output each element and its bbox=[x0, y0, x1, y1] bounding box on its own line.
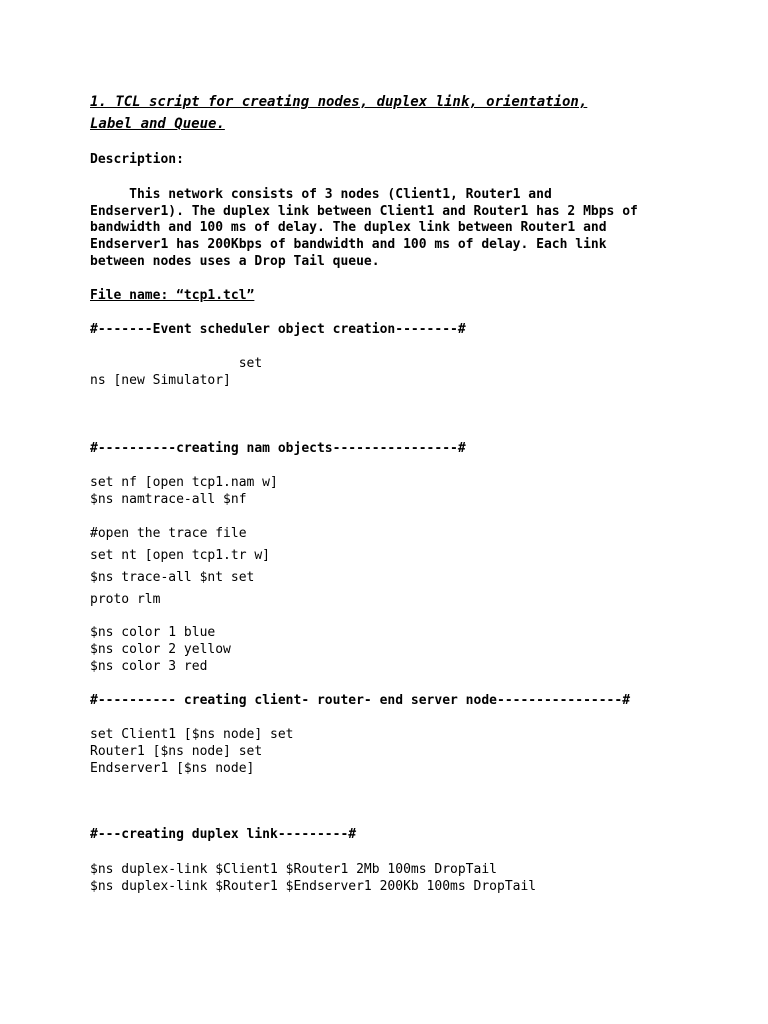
description-heading: Description: bbox=[90, 152, 184, 167]
description-line: bandwidth and 100 ms of delay. The duplex link between Router1 and bbox=[90, 220, 607, 235]
description-line: between nodes uses a Drop Tail queue. bbox=[90, 254, 380, 269]
nam-heading: #----------creating nam objects----------------# bbox=[90, 441, 466, 456]
title-line-1: 1. TCL script for creating nodes, duplex link, orientation, bbox=[90, 94, 588, 110]
file-name: File name: “tcp1.tcl” bbox=[90, 288, 255, 303]
code-line: ns [new Simulator] bbox=[90, 373, 231, 388]
code-line: proto rlm bbox=[90, 592, 161, 607]
nodes-heading: #---------- creating client- router- end server node----------------# bbox=[90, 693, 631, 708]
code-line: set Client1 [$ns node] set bbox=[90, 727, 294, 742]
code-line: $ns color 1 blue bbox=[90, 625, 216, 640]
description-line: Endserver1). The duplex link between Client1 and Router1 has 2 Mbps of bbox=[90, 204, 638, 219]
code-comment: #open the trace file bbox=[90, 526, 247, 541]
code-line: $ns namtrace-all $nf bbox=[90, 492, 247, 507]
code-line: $ns trace-all $nt set bbox=[90, 570, 255, 585]
code-line: $ns duplex-link $Client1 $Router1 2Mb 100ms DropTail bbox=[90, 862, 497, 877]
code-line: set nt [open tcp1.tr w] bbox=[90, 548, 271, 563]
code-line: $ns duplex-link $Router1 $Endserver1 200Kb 100ms DropTail bbox=[90, 879, 537, 894]
code-line: Endserver1 [$ns node] bbox=[90, 761, 255, 776]
code-line: $ns color 2 yellow bbox=[90, 642, 231, 657]
code-line: set bbox=[90, 356, 263, 371]
description-line: This network consists of 3 nodes (Client1, Router1 and bbox=[90, 187, 552, 202]
code-line: Router1 [$ns node] set bbox=[90, 744, 263, 759]
links-heading: #---creating duplex link---------# bbox=[90, 827, 357, 842]
description-line: Endserver1 has 200Kbps of bandwidth and 100 ms of delay. Each link bbox=[90, 237, 607, 252]
title-line-2: Label and Queue. bbox=[90, 116, 225, 132]
code-line: $ns color 3 red bbox=[90, 659, 208, 674]
scheduler-heading: #-------Event scheduler object creation--------# bbox=[90, 322, 466, 337]
code-line: set nf [open tcp1.nam w] bbox=[90, 475, 278, 490]
